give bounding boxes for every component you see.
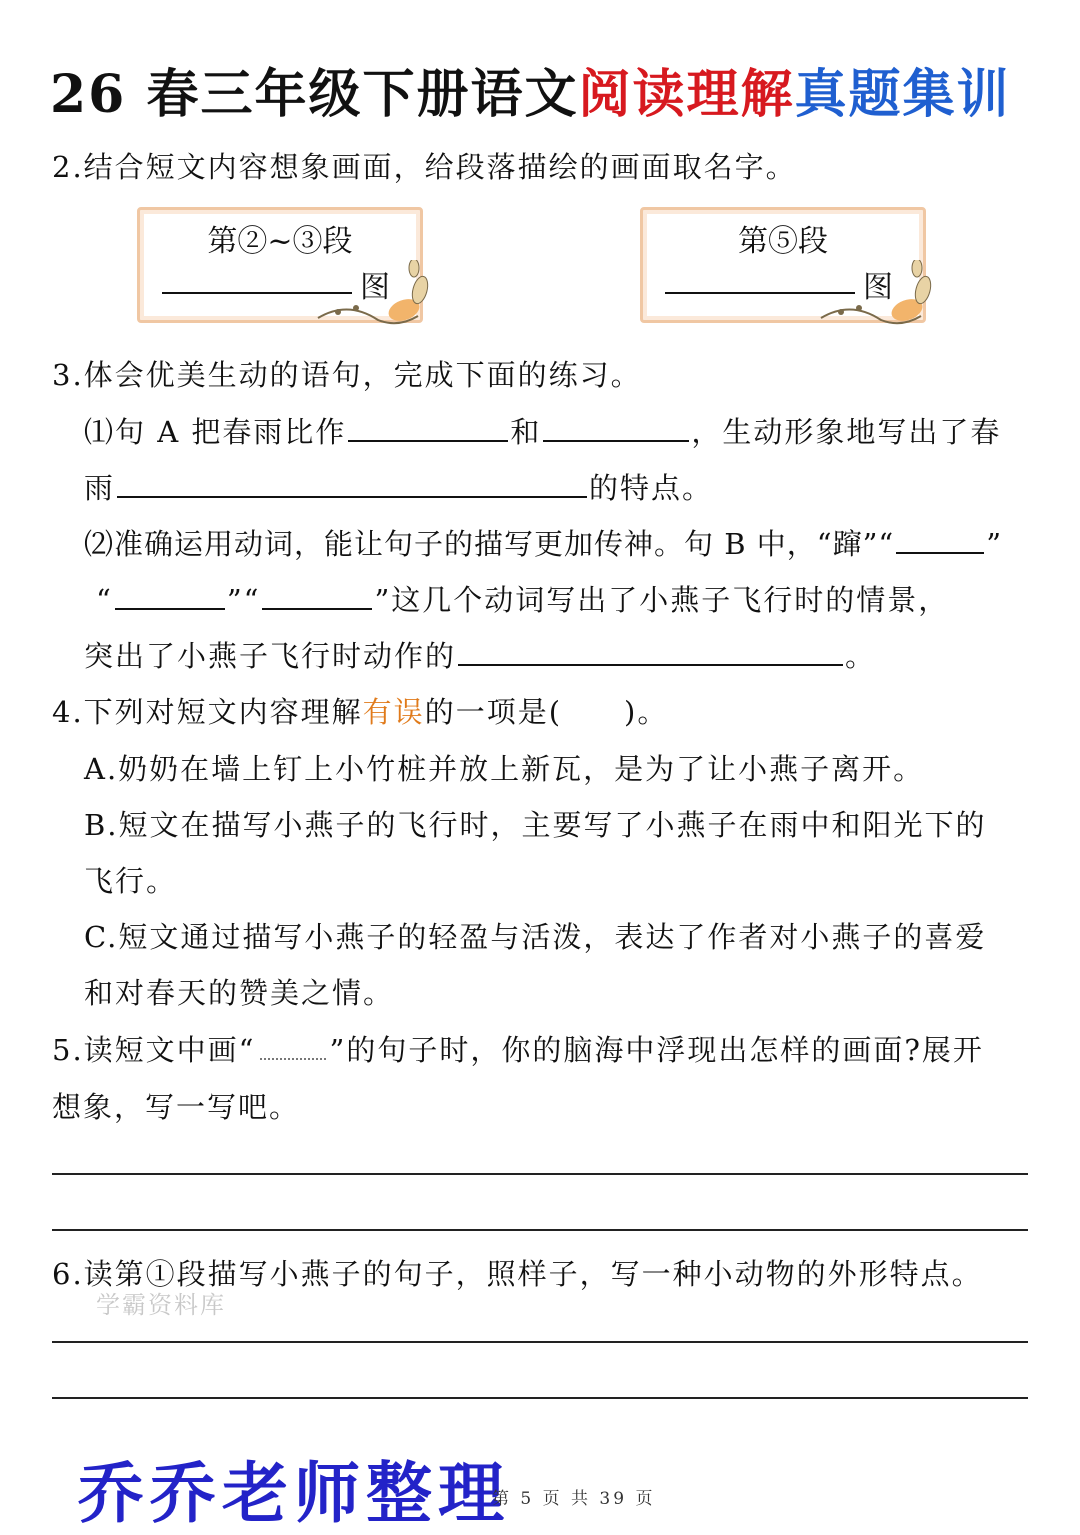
leaf-vine-icon (308, 260, 438, 330)
question-6: 6.读第①段描写小燕子的句子，照样子，写一种小动物的外形特点。 (52, 1257, 983, 1291)
option-c-line-2: 和对春天的赞美之情。 (84, 976, 395, 1010)
q3-s2-text-g: 。 (845, 639, 877, 673)
answer-frame-1 (137, 207, 423, 323)
page-footer: 第 5 页 共 39 页 (492, 1489, 656, 1509)
q3-s2-blank-4[interactable] (458, 660, 843, 666)
frame-2-suffix: 图 (863, 270, 893, 305)
wavy-underline-mark (260, 1054, 326, 1060)
question-5-line-2: 想象，写一写吧。 (52, 1090, 301, 1124)
q3-s2-text-a: ⑵准确运用动词，能让句子的描写更加传神。句 B 中，“蹿”“ (84, 527, 895, 561)
option-b-line-2: 飞行。 (84, 864, 178, 898)
q5-text-b: ”的句子时，你的脑海中浮现出怎样的画面?展开 (329, 1033, 984, 1067)
q5-text-a: 5.读短文中画“ (52, 1033, 256, 1067)
question-5-line-1 (52, 1028, 984, 1069)
question-3-part-2-line-2 (96, 578, 949, 619)
answer-line[interactable] (52, 1341, 1028, 1343)
q3-s1-blank-2[interactable] (543, 436, 689, 442)
answer-frame-2 (640, 207, 926, 323)
question-3-part-1-line-1 (84, 410, 1001, 451)
q3-s2-blank-1[interactable] (896, 548, 984, 554)
option-c-line-1[interactable]: C.短文通过描写小燕子的轻盈与活泼，表达了作者对小燕子的喜爱 (84, 920, 987, 954)
q3-s1-blank-1[interactable] (348, 436, 508, 442)
question-3: 3.体会优美生动的语句，完成下面的练习。 (52, 358, 642, 392)
frame-1-title: 第②~③段 (207, 224, 353, 259)
q3-s1-blank-3[interactable] (117, 492, 587, 498)
answer-line[interactable] (52, 1173, 1028, 1175)
page-title (50, 52, 1011, 127)
frame-2-title: 第⑤段 (738, 224, 828, 259)
q3-s2-text-d: ”“ (226, 583, 261, 617)
q4-emphasis: 有误 (362, 695, 425, 729)
q3-s1-text-e: 的特点。 (589, 471, 714, 505)
q3-s2-blank-3[interactable] (262, 604, 372, 610)
frame-1-suffix: 图 (360, 270, 390, 305)
signature: 乔乔老师整理 (78, 1455, 510, 1532)
q4-text-c: 的一项是( )。 (424, 695, 669, 729)
title-part-3: 真题集训 (794, 64, 1011, 125)
q3-s1-text-d: 雨 (84, 471, 116, 505)
question-3-part-2-line-1 (84, 522, 1002, 563)
question-4 (52, 690, 668, 731)
option-b-line-1[interactable]: B.短文在描写小燕子的飞行时，主要写了小燕子在雨中和阳光下的 (84, 808, 987, 842)
leaf-vine-icon (811, 260, 941, 330)
question-3-part-2-line-3 (84, 634, 876, 675)
q4-text-a: 4.下列对短文内容理解 (52, 695, 363, 729)
question-2: 2.结合短文内容想象画面，给段落描绘的画面取名字。 (52, 150, 797, 184)
q3-s2-text-b: ” (986, 527, 1003, 561)
option-a[interactable]: A.奶奶在墙上钉上小竹桩并放上新瓦，是为了让小燕子离开。 (84, 752, 925, 786)
title-part-1: 26 春三年级下册语文 (50, 64, 579, 125)
watermark: 学霸资料库 (96, 1291, 226, 1319)
answer-line[interactable] (52, 1229, 1028, 1231)
title-part-2: 阅读理解 (578, 64, 795, 125)
question-3-part-1-line-2 (84, 466, 713, 507)
answer-line[interactable] (52, 1397, 1028, 1399)
q3-s2-text-e: ”这几个动词写出了小燕子飞行时的情景， (374, 583, 950, 617)
q3-s1-text-a: ⑴句 A 把春雨比作 (84, 415, 347, 449)
q3-s1-text-c: ，生动形象地写出了春 (691, 415, 1002, 449)
q3-s2-blank-2[interactable] (115, 604, 225, 610)
q3-s2-text-f: 突出了小燕子飞行时动作的 (84, 639, 457, 673)
q3-s1-text-b: 和 (510, 415, 542, 449)
q3-s2-text-c: “ (96, 583, 113, 617)
